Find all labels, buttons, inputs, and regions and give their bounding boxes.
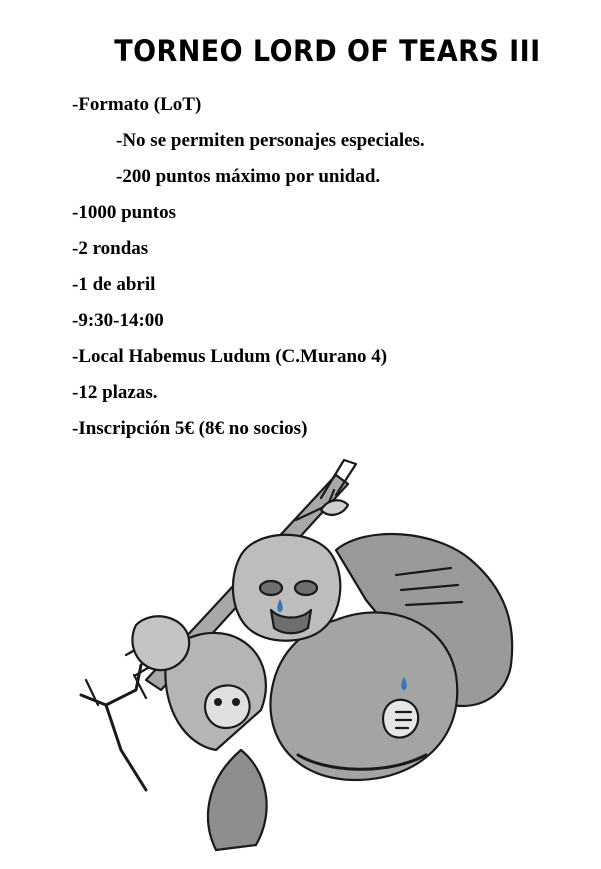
- space-marine-illustration: [66, 450, 536, 855]
- rule-line-personajes: -No se permiten personajes especiales.: [116, 130, 425, 151]
- flyer-title: TORNEO LORD OF TEARS III: [114, 34, 541, 68]
- helmet-eye-right: [295, 581, 317, 595]
- rule-line-plazas: -12 plazas.: [72, 382, 158, 403]
- rule-line-puntos: -1000 puntos: [72, 202, 176, 223]
- rule-line-rondas: -2 rondas: [72, 238, 149, 259]
- leg: [208, 750, 267, 850]
- rule-line-formato: -Formato (LoT): [72, 94, 202, 115]
- fist: [132, 616, 189, 670]
- slingshot: [81, 665, 146, 790]
- rule-line-inscripcion: -Inscripción 5€ (8€ no socios): [72, 418, 308, 439]
- rule-line-local: -Local Habemus Ludum (C.Murano 4): [72, 346, 388, 367]
- helmet-eye-left: [260, 581, 282, 595]
- skull-emblem: [205, 685, 249, 728]
- rule-line-horario: -9:30-14:00: [72, 310, 164, 331]
- rule-line-puntos-unidad: -200 puntos máximo por unidad.: [116, 166, 381, 187]
- shoulder-emblem: [383, 700, 418, 738]
- rule-line-fecha: -1 de abril: [72, 274, 156, 295]
